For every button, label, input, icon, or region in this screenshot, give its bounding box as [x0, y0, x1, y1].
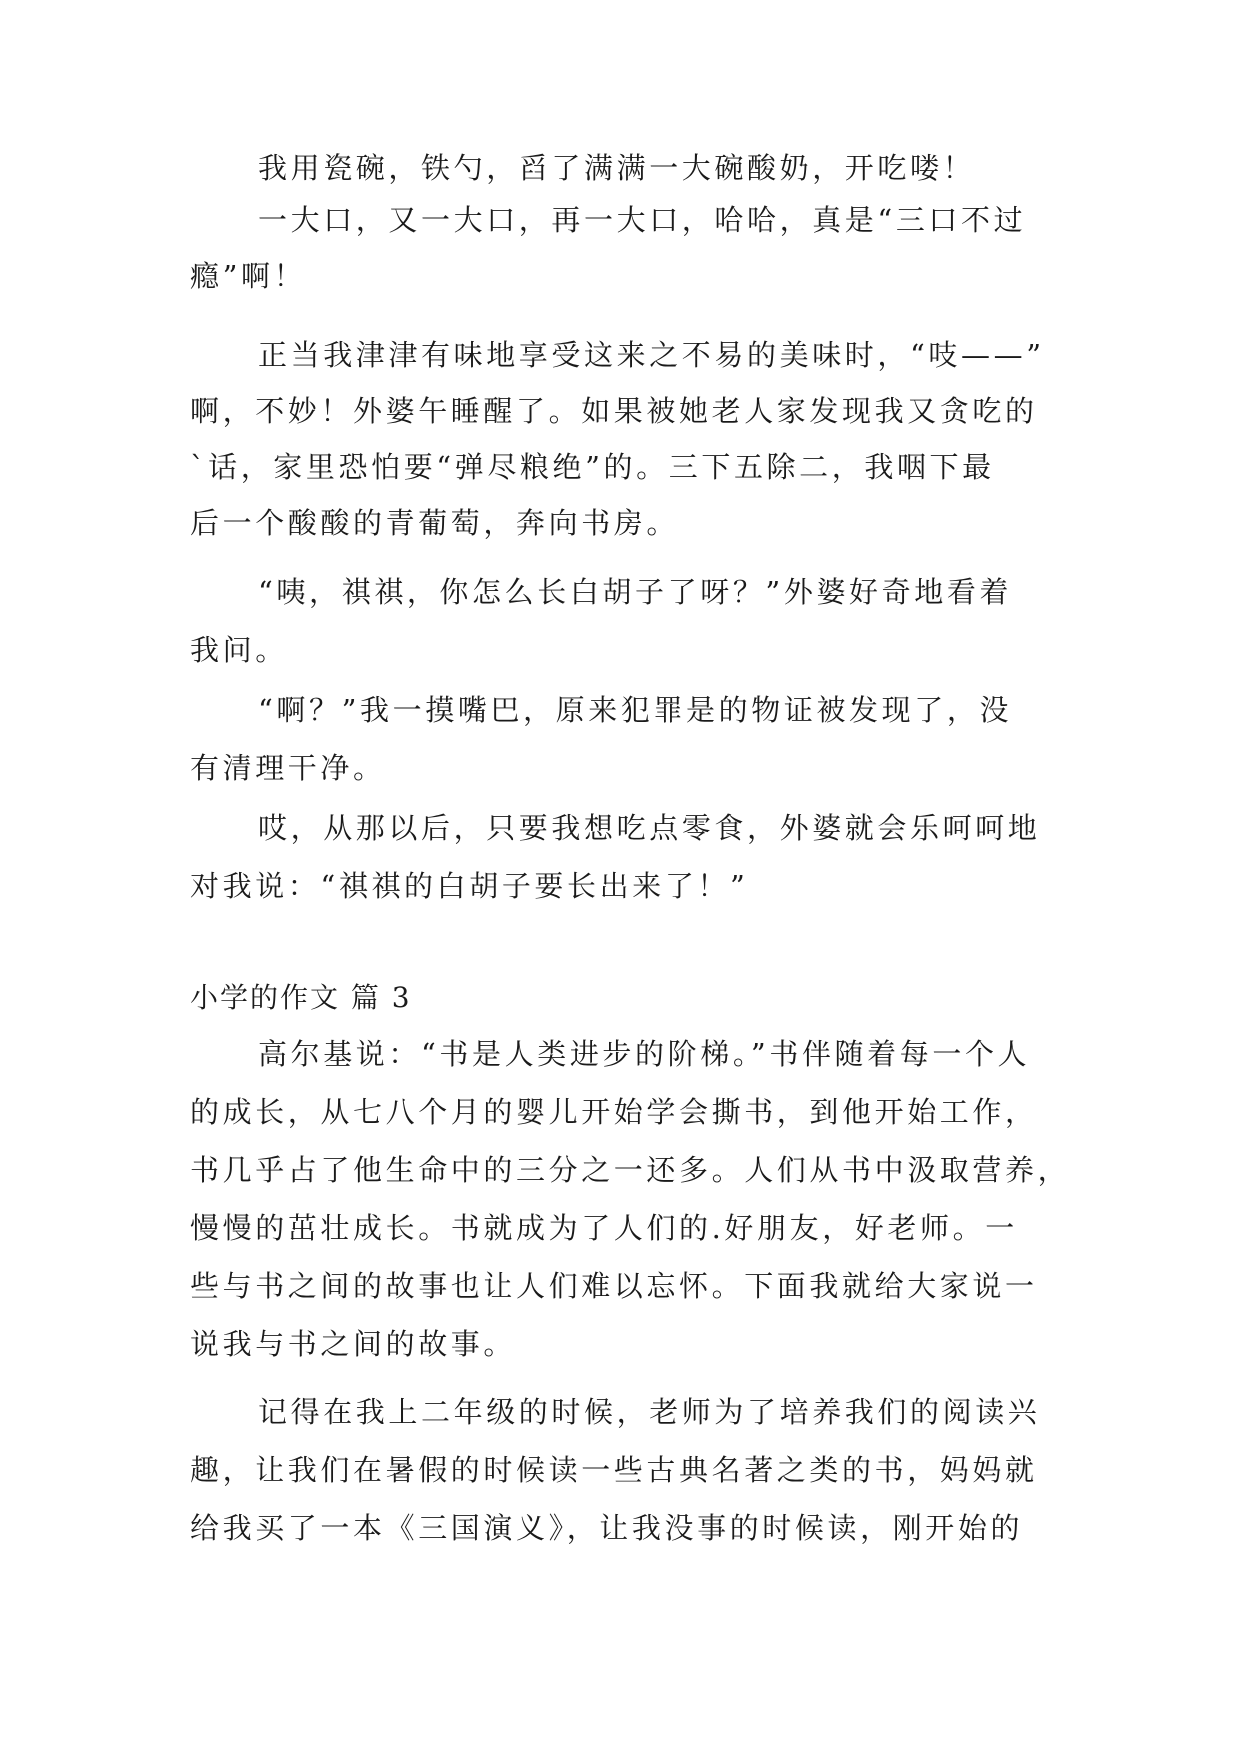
text-line: 瘾”啊！	[190, 259, 307, 293]
text-line: 说我与书之间的故事。	[190, 1327, 517, 1361]
text-line: “啊？”我一摸嘴巴，原来犯罪是的物证被发现了，没	[258, 693, 1013, 727]
text-line: 的成长，从七八个月的婴儿开始学会撕书，到他开始工作，	[190, 1095, 1038, 1129]
text-line: 给我买了一本《三国演义》，让我没事的时候读，刚开始的	[190, 1511, 1024, 1545]
text-line: 记得在我上二年级的时候，老师为了培养我们的阅读兴	[258, 1395, 1041, 1429]
text-line: 我问。	[190, 633, 288, 667]
text-line: 哎，从那以后，只要我想吃点零食，外婆就会乐呵呵地	[258, 811, 1041, 845]
text-line: 我用瓷碗，铁勺，舀了满满一大碗酸奶，开吃喽！	[258, 151, 976, 185]
text-line: 高尔基说：“书是人类进步的阶梯。”书伴随着每一个人	[258, 1037, 1031, 1071]
text-line: 趣，让我们在暑假的时候读一些古典名著之类的书，妈妈就	[190, 1453, 1038, 1487]
text-line: `话，家里恐怕要“弹尽粮绝”的。三下五除二，我咽下最	[190, 450, 995, 484]
text-line: “咦，祺祺，你怎么长白胡子了呀？”外婆好奇地看着	[258, 575, 1013, 609]
section-heading: 小学的作文 篇 3	[190, 981, 412, 1014]
text-line: 书几乎占了他生命中的三分之一还多。人们从书中汲取营养，	[190, 1153, 1071, 1187]
text-line: 一大口，又一大口，再一大口，哈哈，真是“三口不过	[258, 203, 1027, 237]
text-line: 慢慢的茁壮成长。书就成为了人们的.好朋友，好老师。一	[190, 1211, 1018, 1245]
text-line: 些与书之间的故事也让人们难以忘怀。下面我就给大家说一	[190, 1269, 1038, 1303]
text-line: 后一个酸酸的青葡萄，奔向书房。	[190, 506, 680, 540]
text-line: 有清理干净。	[190, 751, 386, 785]
text-line: 正当我津津有味地享受这来之不易的美味时，“吱——”	[258, 338, 1045, 372]
text-line: 对我说：“祺祺的白胡子要长出来了！”	[190, 869, 749, 903]
text-line: 啊，不妙！外婆午睡醒了。如果被她老人家发现我又贪吃的	[190, 394, 1038, 428]
